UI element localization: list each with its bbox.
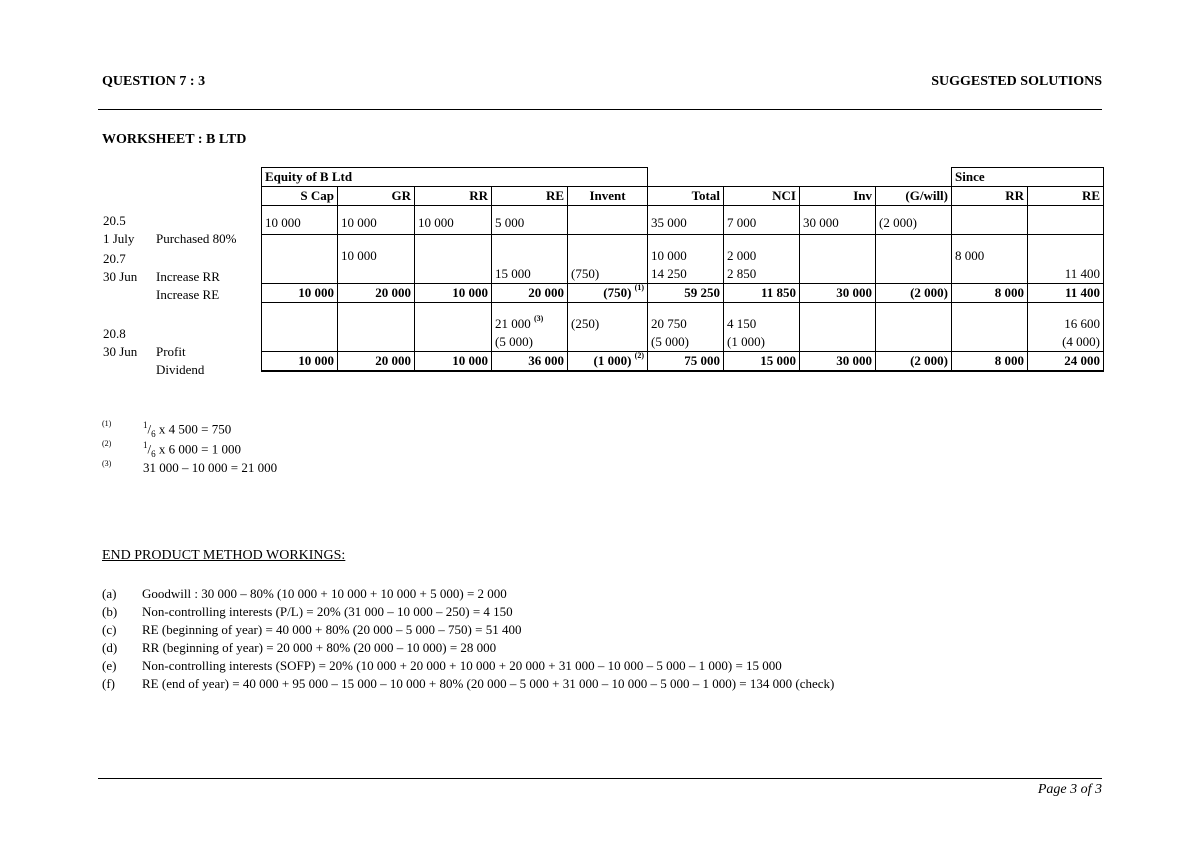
footnote-text: $^1/_6$ x 6 000 = 1 000 (143, 440, 241, 459)
table-cell (952, 315, 1028, 333)
worksheet-table (261, 167, 1104, 372)
column-header: RR (415, 187, 492, 206)
workings-title: END PRODUCT METHOD WORKINGS: (102, 548, 346, 563)
table-cell: 16 600 (1028, 315, 1104, 333)
table-cell: 10 000 (415, 212, 492, 234)
table-row (262, 315, 1104, 333)
total-cell: (2 000) (876, 283, 952, 302)
working-key: (a) (102, 586, 117, 601)
working-key: (c) (102, 622, 117, 637)
total-cell: 20 000 (338, 283, 415, 302)
column-header: S Cap (262, 187, 338, 206)
table-cell (800, 333, 876, 352)
table-cell (876, 315, 952, 333)
table-cell: 10 000 (338, 212, 415, 234)
column-header: RE (492, 187, 568, 206)
equity-group-header: Equity of B Ltd (262, 168, 648, 187)
total-cell: 10 000 (415, 351, 492, 371)
row-description: Increase RE (156, 287, 220, 302)
total-cell: 8 000 (952, 283, 1028, 302)
footnote-ref: (3) (534, 313, 544, 323)
working-text: Goodwill : 30 000 – 80% (10 000 + 10 000 + 10 000 + 5 000) = 2 000 (142, 586, 507, 601)
table-cell (568, 247, 648, 265)
table-row (262, 333, 1104, 352)
year-label: 20.8 (103, 326, 126, 341)
total-cell: 10 000 (415, 283, 492, 302)
total-value: (1 000) (593, 352, 632, 368)
cell-value: 21 000 (495, 315, 531, 331)
table-cell: (750) (568, 265, 648, 284)
column-header: Invent (568, 187, 648, 206)
table-cell: 35 000 (648, 212, 724, 234)
total-cell: 20 000 (492, 283, 568, 302)
column-header: NCI (724, 187, 800, 206)
working-text: RE (beginning of year) = 40 000 + 80% (20 000 – 5 000 – 750) = 51 400 (142, 622, 522, 637)
table-row (262, 212, 1104, 234)
table-cell (800, 247, 876, 265)
table-cell: 5 000 (492, 212, 568, 234)
total-cell: 20 000 (338, 351, 415, 371)
total-cell: 30 000 (800, 351, 876, 371)
footnote-expression: x 4 500 = 750 (155, 421, 232, 437)
table-cell (415, 247, 492, 265)
table-cell (876, 247, 952, 265)
table-cell (876, 265, 952, 284)
working-key: (f) (102, 676, 115, 691)
total-cell (568, 283, 648, 302)
total-cell: 10 000 (262, 351, 338, 371)
table-cell (952, 333, 1028, 352)
table-cell (338, 265, 415, 284)
table-cell: 30 000 (800, 212, 876, 234)
table-cell (338, 315, 415, 333)
table-cell: 10 000 (262, 212, 338, 234)
year-label: 20.7 (103, 251, 126, 266)
table-cell (952, 265, 1028, 284)
table-cell: 8 000 (952, 247, 1028, 265)
table-cell: 11 400 (1028, 265, 1104, 284)
table-cell: 10 000 (338, 247, 415, 265)
footnote-mark: (3) (102, 459, 112, 468)
column-header: Total (648, 187, 724, 206)
table-cell: (2 000) (876, 212, 952, 234)
footnote-ref: (1) (634, 282, 644, 292)
table-cell: (5 000) (648, 333, 724, 352)
column-header: RE (1028, 187, 1104, 206)
date-label: 1 July (103, 231, 135, 246)
question-label: QUESTION 7 : 3 (102, 74, 206, 89)
since-group-header: Since (952, 168, 1104, 187)
table-cell: 7 000 (724, 212, 800, 234)
total-cell: 10 000 (262, 283, 338, 302)
table-cell (952, 212, 1028, 234)
total-cell: 75 000 (648, 351, 724, 371)
total-cell: 59 250 (648, 283, 724, 302)
footnote-mark: (2) (102, 439, 112, 448)
section-label: SUGGESTED SOLUTIONS (931, 74, 1102, 89)
group-header-row (262, 168, 1104, 187)
total-value: (750) (603, 284, 632, 300)
working-text: Non-controlling interests (P/L) = 20% (31 000 – 10 000 – 250) = 4 150 (142, 604, 513, 619)
fraction-numerator: 1 (143, 420, 148, 430)
total-cell: (2 000) (876, 351, 952, 371)
total-row (262, 351, 1104, 371)
working-key: (d) (102, 640, 118, 655)
total-cell: 11 400 (1028, 283, 1104, 302)
total-cell: 36 000 (492, 351, 568, 371)
table-cell (1028, 212, 1104, 234)
table-cell (568, 333, 648, 352)
worksheet-title: WORKSHEET : B LTD (102, 132, 247, 147)
table-cell: 15 000 (492, 265, 568, 284)
table-cell (415, 315, 492, 333)
working-key: (e) (102, 658, 117, 673)
subtotal-row (262, 283, 1104, 302)
table-cell (338, 333, 415, 352)
total-cell: 15 000 (724, 351, 800, 371)
column-header: (G/will) (876, 187, 952, 206)
footnote-expression: x 6 000 = 1 000 (155, 441, 241, 457)
table-cell: 14 250 (648, 265, 724, 284)
footer-rule (98, 778, 1102, 779)
total-cell: 8 000 (952, 351, 1028, 371)
column-header: RR (952, 187, 1028, 206)
table-cell: 20 750 (648, 315, 724, 333)
header-rule (98, 109, 1102, 110)
row-description: Dividend (156, 362, 205, 377)
table-cell: 2 850 (724, 265, 800, 284)
page-number: Page 3 of 3 (1037, 782, 1102, 797)
date-label: 30 Jun (103, 269, 138, 284)
table-cell: (5 000) (492, 333, 568, 352)
year-label: 20.5 (103, 213, 126, 228)
table-cell: 4 150 (724, 315, 800, 333)
table-cell (262, 247, 338, 265)
table-cell (262, 315, 338, 333)
table-row (262, 265, 1104, 284)
table-cell: 2 000 (724, 247, 800, 265)
total-cell: 30 000 (800, 283, 876, 302)
table-cell: (4 000) (1028, 333, 1104, 352)
footnote-ref: (2) (634, 350, 644, 360)
table-cell: (250) (568, 315, 648, 333)
fraction-denominator: 6 (151, 448, 156, 459)
column-header-row (262, 187, 1104, 206)
total-cell: 11 850 (724, 283, 800, 302)
total-cell (568, 351, 648, 371)
working-text: RE (end of year) = 40 000 + 95 000 – 15 000 – 10 000 + 80% (20 000 – 5 000 + 31 000 – 10 000 – 5 000 – 1 000) = 134 000 (check) (142, 676, 835, 691)
table-cell (1028, 247, 1104, 265)
total-cell: 24 000 (1028, 351, 1104, 371)
table-cell (262, 265, 338, 284)
fraction-numerator: 1 (143, 440, 148, 450)
table-cell: 10 000 (648, 247, 724, 265)
footnote-mark: (1) (102, 419, 112, 428)
table-cell (492, 315, 568, 333)
footnote-text: $^1/_6$ x 4 500 = 750 (143, 420, 232, 439)
table-cell (800, 315, 876, 333)
table-cell (876, 333, 952, 352)
working-text: Non-controlling interests (SOFP) = 20% (10 000 + 20 000 + 10 000 + 20 000 + 31 000 – 10 000 – 5 000 – 1 000) = 15 000 (142, 658, 782, 673)
column-header: Inv (800, 187, 876, 206)
fraction-denominator: 6 (151, 428, 156, 439)
footnote-text: 31 000 – 10 000 = 21 000 (143, 460, 278, 475)
table-cell (415, 265, 492, 284)
table-cell (568, 212, 648, 234)
row-description: Increase RR (156, 269, 220, 284)
working-key: (b) (102, 604, 118, 619)
table-cell (492, 247, 568, 265)
table-cell (415, 333, 492, 352)
row-description: Purchased 80% (156, 231, 237, 246)
working-text: RR (beginning of year) = 20 000 + 80% (20 000 – 10 000) = 28 000 (142, 640, 497, 655)
date-label: 30 Jun (103, 344, 138, 359)
table-cell: (1 000) (724, 333, 800, 352)
table-row (262, 247, 1104, 265)
table-cell (262, 333, 338, 352)
row-description: Profit (156, 344, 186, 359)
table-cell (800, 265, 876, 284)
column-header: GR (338, 187, 415, 206)
